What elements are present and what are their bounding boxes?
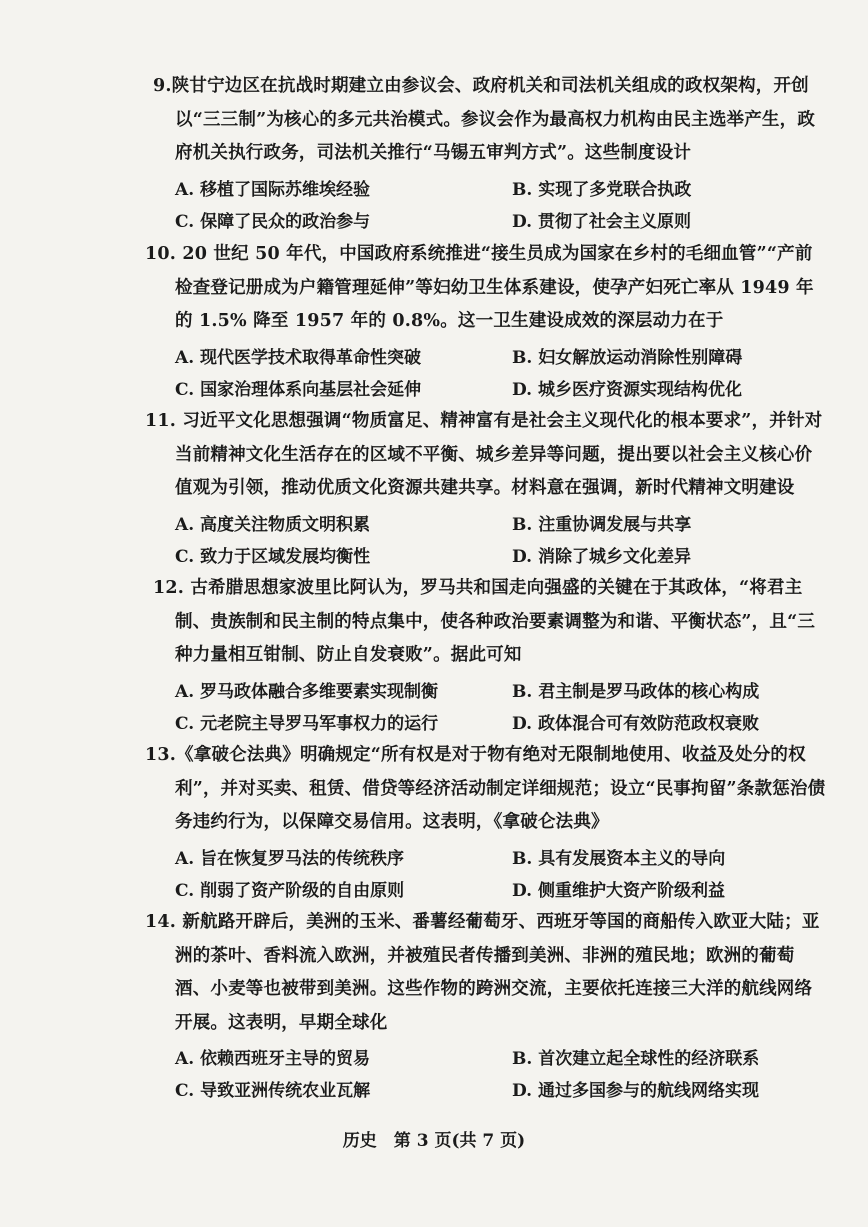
option-b[interactable]: B. 妇女解放运动消除性别障碍 xyxy=(512,347,743,368)
answer-options xyxy=(0,840,868,906)
option-c[interactable]: C. 元老院主导罗马军事权力的运行 xyxy=(175,713,439,734)
question-12 xyxy=(0,572,868,739)
option-a[interactable]: A. 旨在恢复罗马法的传统秩序 xyxy=(175,848,405,869)
option-c[interactable]: C. 致力于区域发展均衡性 xyxy=(175,546,371,567)
option-d[interactable]: D. 贯彻了社会主义原则 xyxy=(512,211,691,232)
question-13 xyxy=(0,739,868,906)
question-stem: 9.陕甘宁边区在抗战时期建立由参议会、政府机关和司法机关组成的政权架构，开创以“三三制”为核心的多元共治模式。参议会作为最高权力机构由民主选举产生，政府机关执行政务，司法机关推行“马锡五审判方式”。这些制度设计 xyxy=(153,76,816,163)
page-footer: 历史 第 3 页(共 7 页) xyxy=(342,1131,526,1151)
answer-options xyxy=(0,673,868,739)
question-14 xyxy=(0,906,868,1106)
answer-options xyxy=(0,171,868,237)
option-a[interactable]: A. 罗马政体融合多维要素实现制衡 xyxy=(175,681,439,702)
option-c[interactable]: C. 国家治理体系向基层社会延伸 xyxy=(175,379,422,400)
option-b[interactable]: B. 实现了多党联合执政 xyxy=(512,179,692,200)
answer-options xyxy=(0,1040,868,1106)
question-11 xyxy=(0,405,868,572)
option-b[interactable]: B. 具有发展资本主义的导向 xyxy=(512,848,726,869)
option-d[interactable]: D. 侧重维护大资产阶级利益 xyxy=(512,880,725,901)
option-b[interactable]: B. 首次建立起全球性的经济联系 xyxy=(512,1049,760,1069)
option-c[interactable]: C. 导致亚洲传统农业瓦解 xyxy=(175,1081,371,1101)
option-b[interactable]: B. 注重协调发展与共享 xyxy=(512,514,692,535)
option-a[interactable]: A. 高度关注物质文明积累 xyxy=(175,514,371,535)
option-d[interactable]: D. 城乡医疗资源实现结构优化 xyxy=(512,379,742,400)
answer-options xyxy=(0,506,868,572)
option-c[interactable]: C. 保障了民众的政治参与 xyxy=(175,211,371,232)
option-b[interactable]: B. 君主制是罗马政体的核心构成 xyxy=(512,681,760,702)
option-d[interactable]: D. 消除了城乡文化差异 xyxy=(512,546,691,567)
question-10 xyxy=(0,238,868,405)
question-stem: 12. 古希腊思想家波里比阿认为，罗马共和国走向强盛的关键在于其政体，“将君主制、贵族制和民主制的特点集中，使各种政治要素调整为和谐、平衡状态”，且“三种力量相互钳制、防止自发衰败”。据此可知 xyxy=(153,578,816,665)
answer-options xyxy=(0,339,868,405)
question-stem: 11. 习近平文化思想强调“物质富足、精神富有是社会主义现代化的根本要求”，并针对当前精神文化生活存在的区域不平衡、城乡差异等问题，提出要以社会主义核心价值观为引领，推动优质文化资源共建共享。材料意在强调，新时代精神文明建设 xyxy=(145,411,823,498)
question-stem: 10. 20 世纪 50 年代，中国政府系统推进“接生员成为国家在乡村的毛细血管”“产前检查登记册成为户籍管理延伸”等妇幼卫生体系建设，使孕产妇死亡率从 1949 年的 1.5% 降至 1957 年的 0.8%。这一卫生建设成效的深层动力在于 xyxy=(145,244,814,331)
option-a[interactable]: A. 移植了国际苏维埃经验 xyxy=(175,179,371,200)
question-stem: 13.《拿破仑法典》明确规定“所有权是对于物有绝对无限制地使用、收益及处分的权利”，并对买卖、租赁、借贷等经济活动制定详细规范；设立“民事拘留”条款惩治债务违约行为，以保障交易信用。这表明，《拿破仑法典》 xyxy=(145,745,826,832)
option-c[interactable]: C. 削弱了资产阶级的自由原则 xyxy=(175,880,405,901)
option-a[interactable]: A. 依赖西班牙主导的贸易 xyxy=(175,1049,371,1069)
option-a[interactable]: A. 现代医学技术取得革命性突破 xyxy=(175,347,422,368)
question-stem: 14. 新航路开辟后，美洲的玉米、番薯经葡萄牙、西班牙等国的商船传入欧亚大陆；亚洲的茶叶、香料流入欧洲，并被殖民者传播到美洲、非洲的殖民地；欧洲的葡萄酒、小麦等也被带到美洲。这些作物的跨洲交流，主要依托连接三大洋的航线网络开展。这表明，早期全球化 xyxy=(145,912,820,1033)
option-d[interactable]: D. 政体混合可有效防范政权衰败 xyxy=(512,713,759,734)
question-9 xyxy=(0,70,868,237)
option-d[interactable]: D. 通过多国参与的航线网络实现 xyxy=(512,1081,759,1101)
